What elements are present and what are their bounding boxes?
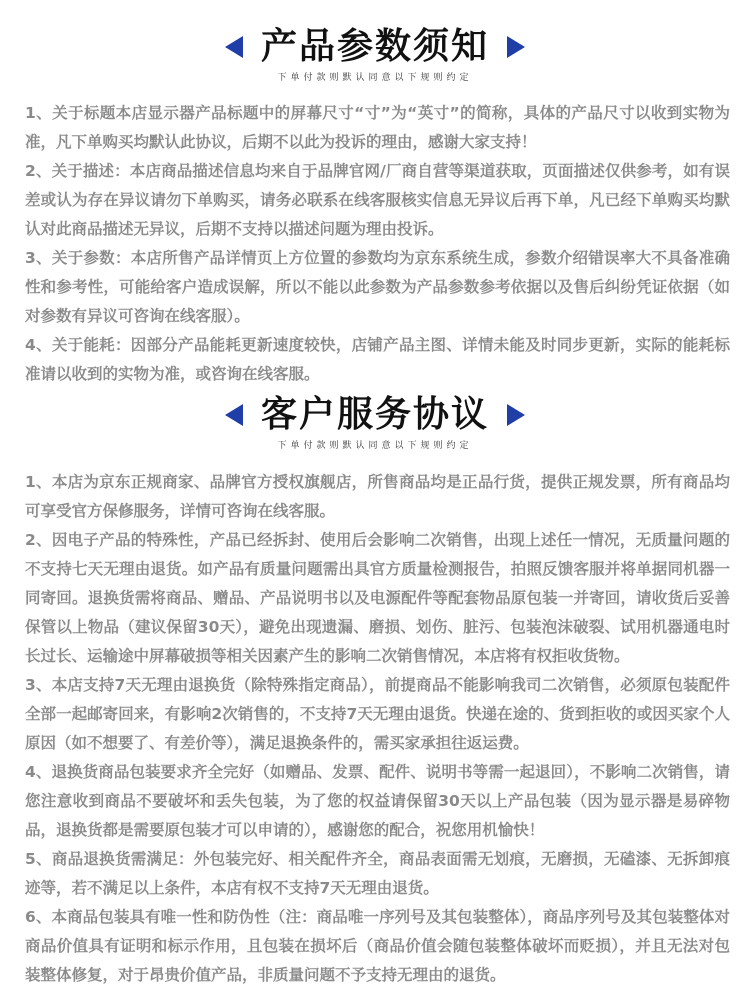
- section-body-product-params: [25, 99, 730, 389]
- arrow-right-icon: [507, 36, 525, 58]
- paragraph: 3、关于参数：本店所售产品详情页上方位置的参数均为京东系统生成，参数介绍错误率大不具备准确性和参考性，可能给客户造成误解，所以不能以此参数为产品参数参考依据以及售后纠纷凭证依据（如对参数有异议可咨询在线客服）。: [25, 249, 730, 325]
- section-title: 产品参数须知: [260, 26, 489, 67]
- arrow-left-icon: [225, 404, 243, 426]
- title-row: [0, 24, 750, 70]
- paragraph: 4、关于能耗：因部分产品能耗更新速度较快，店铺产品主图、详情未能及时同步更新，实际的能耗标准请以收到的实物为准，或咨询在线客服。: [25, 336, 730, 383]
- section-header-customer-service: [0, 392, 750, 452]
- section-subtitle: 下单付款则默认同意以下规则约定: [277, 73, 473, 83]
- paragraph: 1、本店为京东正规商家、品牌官方授权旗舰店，所售商品均是正品行货，提供正规发票，所有商品均可享受官方保修服务，详情可咨询在线客服。: [25, 473, 730, 520]
- paragraph: 6、本商品包装具有唯一性和防伪性（注：商品唯一序列号及其包装整体），商品序列号及其包装整体对商品价值具有证明和标示作用，且包装在损坏后（商品价值会随包装整体破坏而贬损），并且无法对包装整体修复，对于昂贵价值产品，非质量问题不予支持无理由的退货。: [25, 908, 730, 984]
- arrow-left-icon: [225, 36, 243, 58]
- arrow-right-icon: [507, 404, 525, 426]
- section-body-customer-service: [25, 468, 730, 990]
- paragraph: 5、商品退换货需满足：外包装完好、相关配件齐全，商品表面需无划痕，无磨损，无磕漆、无拆卸痕迹等，若不满足以上条件，本店有权不支持7天无理由退货。: [25, 850, 730, 897]
- paragraph: 4、退换货商品包装要求齐全完好（如赠品、发票、配件、说明书等需一起退回），不影响二次销售，请您注意收到商品不要破坏和丢失包装，为了您的权益请保留30天以上产品包装（因为显示器是易碎物品，退换货都是需要原包装才可以申请的），感谢您的配合，祝您用机愉快！: [25, 763, 730, 839]
- section-header-product-params: [0, 24, 750, 84]
- paragraph: 3、本店支持7天无理由退换货（除特殊指定商品），前提商品不能影响我司二次销售，必须原包装配件全部一起邮寄回来，有影响2次销售的，不支持7天无理由退货。快递在途的、货到拒收的或因买家个人原因（如不想要了、有差价等），满足退换条件的，需买家承担往返运费。: [25, 676, 730, 752]
- paragraph: 2、因电子产品的特殊性，产品已经拆封、使用后会影响二次销售，出现上述任一情况，无质量问题的不支持七天无理由退货。如产品有质量问题需出具官方质量检测报告，拍照反馈客服并将单据同机器一同寄回。退换货需将商品、赠品、产品说明书以及电源配件等配套物品原包装一并寄回，请收货后妥善保管以上物品（建议保留30天），避免出现遗漏、磨损、划伤、脏污、包装泡沫破裂、试用机器通电时长过长、运输途中屏幕破损等相关因素产生的影响二次销售情况，本店将有权拒收货物。: [25, 531, 730, 665]
- paragraph: 2、关于描述：本店商品描述信息均来自于品牌官网/厂商自营等渠道获取，页面描述仅供参考，如有误差或认为存在异议请勿下单购买，请务必联系在线客服核实信息无异议后再下单，凡已经下单购买均默认对此商品描述无异议，后期不支持以描述问题为理由投诉。: [25, 162, 730, 238]
- section-subtitle: 下单付款则默认同意以下规则约定: [277, 441, 473, 451]
- title-row: [0, 392, 750, 438]
- section-title: 客户服务协议: [260, 394, 489, 435]
- paragraph: 1、关于标题本店显示器产品标题中的屏幕尺寸“寸”为“英寸”的简称，具体的产品尺寸以收到实物为准，凡下单购买均默认此协议，后期不以此为投诉的理由，感谢大家支持！: [25, 104, 730, 151]
